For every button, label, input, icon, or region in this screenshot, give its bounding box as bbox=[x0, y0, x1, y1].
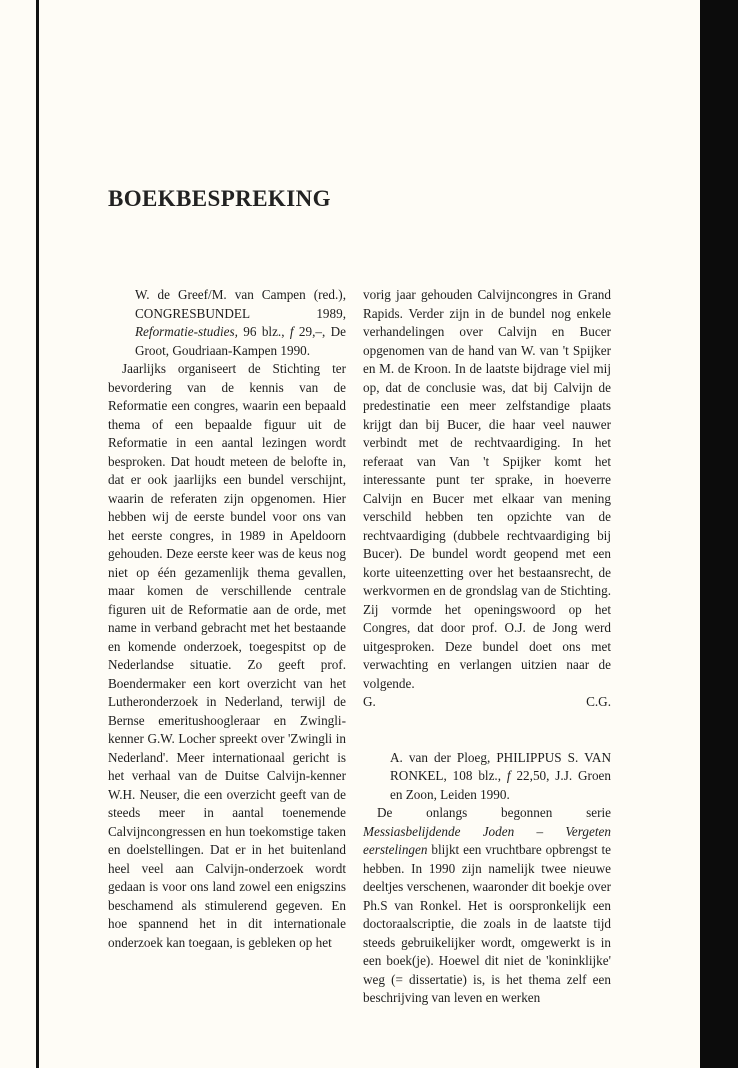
review2 bbox=[363, 749, 611, 1008]
review1-citation bbox=[108, 286, 346, 360]
review2-authors: A. van der Ploeg, bbox=[390, 749, 491, 765]
review1-body-part2: vorig jaar gehouden Calvijncongres in Grand Rapids. Verder zijn in de bundel nog enkele verhandelingen over Calvijn en Bucer opgenomen van de hand van W. van 't Spijker en M. de Kroon. In de laatste bijdrage viel mij op, dat de conclusie was, dat bij Calvijn de predestinatie een meer zelfstandige plaats krijgt dan bij Bucer, die haar veel nauwer verbindt met de rechtvaardiging. In het referaat van Van 't Spijker komt het interessante punt ter sprake, in hoeverre Calvijn en Bucer met elkaar van mening verschild hebben ten opzichte van de rechtvaardiging (dubbele rechtvaardiging bij Bucer). De bundel wordt geopend met een korte uiteenzetting over het bestaansrecht, de werkvormen en de grondslag van de Stichting. Zij vormde het openingswoord op het Congres, dat door prof. O.J. de Jong werd uitgesproken. Deze bundel doet ons met verwachting en verlangen uitzien naar de volgende. bbox=[363, 287, 611, 691]
review1-price-symbol: f bbox=[289, 324, 294, 339]
review2-body-rest: blijkt een vruchtbare opbrengst te hebben. In 1990 zijn namelijk twee nieuwe deeltjes verschenen, waaronder dit boekje over Ph.S van Ronkel. Het is oorspronkelijk een doctoraalscriptie, die zoals in de laatste tijd steeds gebruikelijker wordt, omgewerkt is in een boek(je). Hoewel dit niet de 'koninklijke' weg (= dissertatie) is, is het thema zelf een beschrijving van leven en werken bbox=[363, 842, 611, 1005]
review1-signature-reviewer: C.G. bbox=[586, 694, 611, 709]
review2-citation bbox=[363, 749, 611, 805]
review2-price-symbol: f bbox=[506, 768, 511, 783]
page-edge-left bbox=[36, 0, 39, 1068]
review1-series: Reformatie-studies, bbox=[135, 324, 238, 339]
review2-body-intro: De onlangs begonnen serie bbox=[377, 805, 611, 820]
review1-body-part1: Jaarlijks organiseert de Stichting ter bevordering van de kennis van de Reformatie een congres, waarin een bepaald thema of een bepaalde figuur uit de Reformatie in een aantal lezingen wordt besproken. Dat houdt meteen de belofte in, dat er ook jaarlijks een bundel verschijnt, waarin de referaten zijn opgenomen. Hier hebben wij de eerste bundel voor ons van het eerste congres, in 1989 in Apeldoorn gehouden. Deze eerste keer was de keus nog niet op één gezamenlijk thema gevallen, maar komen de verschillende centrale figuren uit de Reformatie aan de orde, met name in verband gebracht met het bestaande en komende onderzoek, toegespitst op de Nederlandse situatie. Zo geeft prof. Boendermaker een kort overzicht van het Lutheronderzoek in Nederland, terwijl de Bernse emeritushoogleraar en Zwingli-kenner G.W. Locher spreekt over 'Zwingli in Nederland'. Meer internationaal gericht is het verhaal van de Duitse Calvijn-kenner W.H. Neuser, die een overzicht geeft van de steeds meer in aantal toenemende Calvijncongressen en hun toekomstige taken en doelstellingen. Dat er in het buitenland heel veel aan Calvijn-onderzoek wordt gedaan is voor ons land zowel een enigszins beschamend als stimulerend gegeven. En hoe spannend het in dit internationale onderzoek kan toegaan, is gebleken op het bbox=[108, 361, 346, 950]
review1-book-title: CONGRESBUNDEL 1989, bbox=[135, 305, 346, 321]
review2-pages: 108 blz., bbox=[452, 768, 502, 783]
column-right bbox=[363, 286, 611, 1008]
review1-publisher: 29,–, De Groot, Goudriaan-Kampen 1990. bbox=[135, 324, 347, 358]
review1-signature-initial: G. bbox=[363, 694, 376, 709]
review2-publisher: 22,50, J.J. Groen en Zoon, Leiden 1990. bbox=[390, 768, 611, 802]
review2-body bbox=[363, 804, 611, 1008]
review1-signature bbox=[363, 693, 611, 712]
review2-series-title: Messiasbelijdende Joden – Vergeten eerstelingen bbox=[363, 823, 611, 857]
page-edge-right bbox=[700, 0, 738, 1068]
column-left bbox=[108, 286, 346, 952]
page-title: BOEKBESPREKING bbox=[108, 186, 331, 211]
review1-pages: 96 blz., bbox=[243, 324, 285, 339]
review2-book-title: PHILIPPUS S. VAN RONKEL, bbox=[390, 749, 611, 783]
review1-authors: W. de Greef/M. van Campen (red.), bbox=[135, 287, 346, 302]
